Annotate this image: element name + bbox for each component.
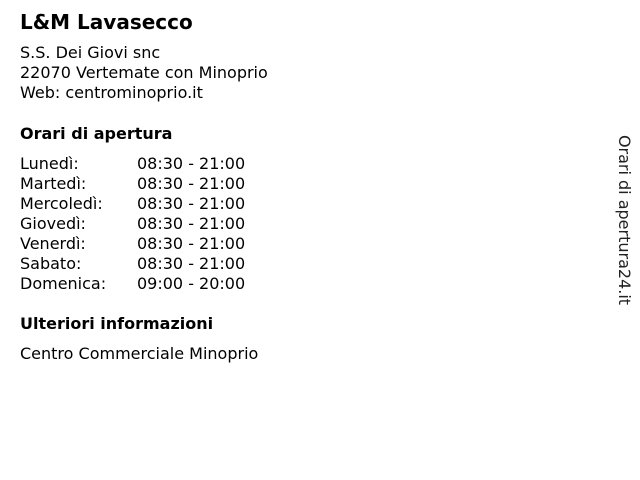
hours-row-wednesday	[20, 194, 340, 214]
day-label: Lunedì:	[20, 154, 79, 173]
opening-hours-table	[20, 154, 340, 294]
time-range: 08:30 - 21:00	[137, 154, 246, 173]
more-info-text: Centro Commerciale Minoprio	[20, 344, 259, 363]
hours-row-friday	[20, 234, 340, 254]
day-label: Venerdì:	[20, 234, 86, 253]
website-text: Web: centrominoprio.it	[20, 83, 203, 102]
day-label: Giovedì:	[20, 214, 86, 233]
day-label: Martedì:	[20, 174, 87, 193]
hours-row-monday	[20, 154, 340, 174]
business-address	[20, 43, 268, 103]
address-street: S.S. Dei Giovi snc	[20, 43, 161, 62]
more-info-heading: Ulteriori informazioni	[20, 314, 214, 333]
opening-hours-heading: Orari di apertura	[20, 124, 173, 143]
hours-row-tuesday	[20, 174, 340, 194]
time-range: 08:30 - 21:00	[137, 254, 246, 273]
time-range: 08:30 - 21:00	[137, 174, 246, 193]
day-label: Mercoledì:	[20, 194, 103, 213]
day-label: Domenica:	[20, 274, 107, 293]
address-city: 22070 Vertemate con Minoprio	[20, 63, 268, 82]
site-watermark: Orari di apertura24.it	[615, 134, 634, 306]
time-range: 09:00 - 20:00	[137, 274, 246, 293]
day-label: Sabato:	[20, 254, 82, 273]
time-range: 08:30 - 21:00	[137, 214, 246, 233]
time-range: 08:30 - 21:00	[137, 194, 246, 213]
business-name: L&M Lavasecco	[20, 10, 193, 34]
hours-row-thursday	[20, 214, 340, 234]
hours-row-saturday	[20, 254, 340, 274]
time-range: 08:30 - 21:00	[137, 234, 246, 253]
hours-row-sunday	[20, 274, 340, 294]
